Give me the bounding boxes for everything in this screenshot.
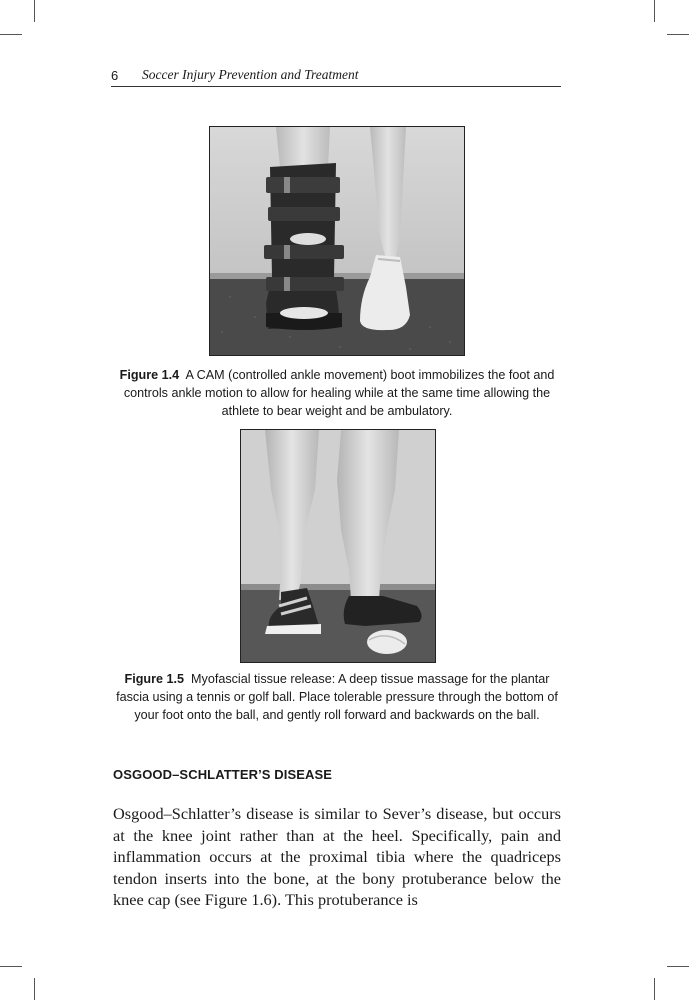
crop-mark [34,978,35,1000]
crop-mark [0,966,22,967]
crop-mark [34,0,35,22]
running-header [111,66,561,87]
caption-text: Myofascial tissue release: A deep tissue massage for the plantar fascia using a tennis or golf ball. Place tolerable pressure through the bottom of your foot onto the ball, and gently roll forward and backwards on the ball. [116,672,558,722]
caption-text: A CAM (controlled ankle movement) boot immobilizes the foot and controls ankle motion to allow for healing while at the same time allowing the athlete to bear weight and be ambulatory. [123,368,555,418]
figure-1-5-caption [116,670,558,724]
crop-mark [654,978,655,1000]
figure-1-5-photo [240,429,436,663]
figure-label: Figure 1.5 [124,672,185,686]
figure-label: Figure 1.4 [119,368,180,382]
figure-1-4-caption [113,366,561,420]
section-heading: OSGOOD–SCHLATTER’S DISEASE [113,767,333,782]
running-title: Soccer Injury Prevention and Treatment [142,67,359,82]
tennis-ball-massage-illustration [241,430,435,662]
page-number: 6 [111,68,119,83]
cam-boot-illustration [210,127,464,355]
body-paragraph: Osgood–Schlatter’s disease is similar to Sever’s disease, but occurs at the knee joint rather than at the heel. Specifically, pain and inflammation occurs at the proximal tibia where the quadriceps tendon inserts into the bone, at the bony protuberance below the knee cap (see Figure 1.6). This protuberance is [113,804,561,909]
crop-mark [654,0,655,22]
crop-mark [667,34,689,35]
crop-mark [667,966,689,967]
crop-mark [0,34,22,35]
figure-1-4-photo [209,126,465,356]
